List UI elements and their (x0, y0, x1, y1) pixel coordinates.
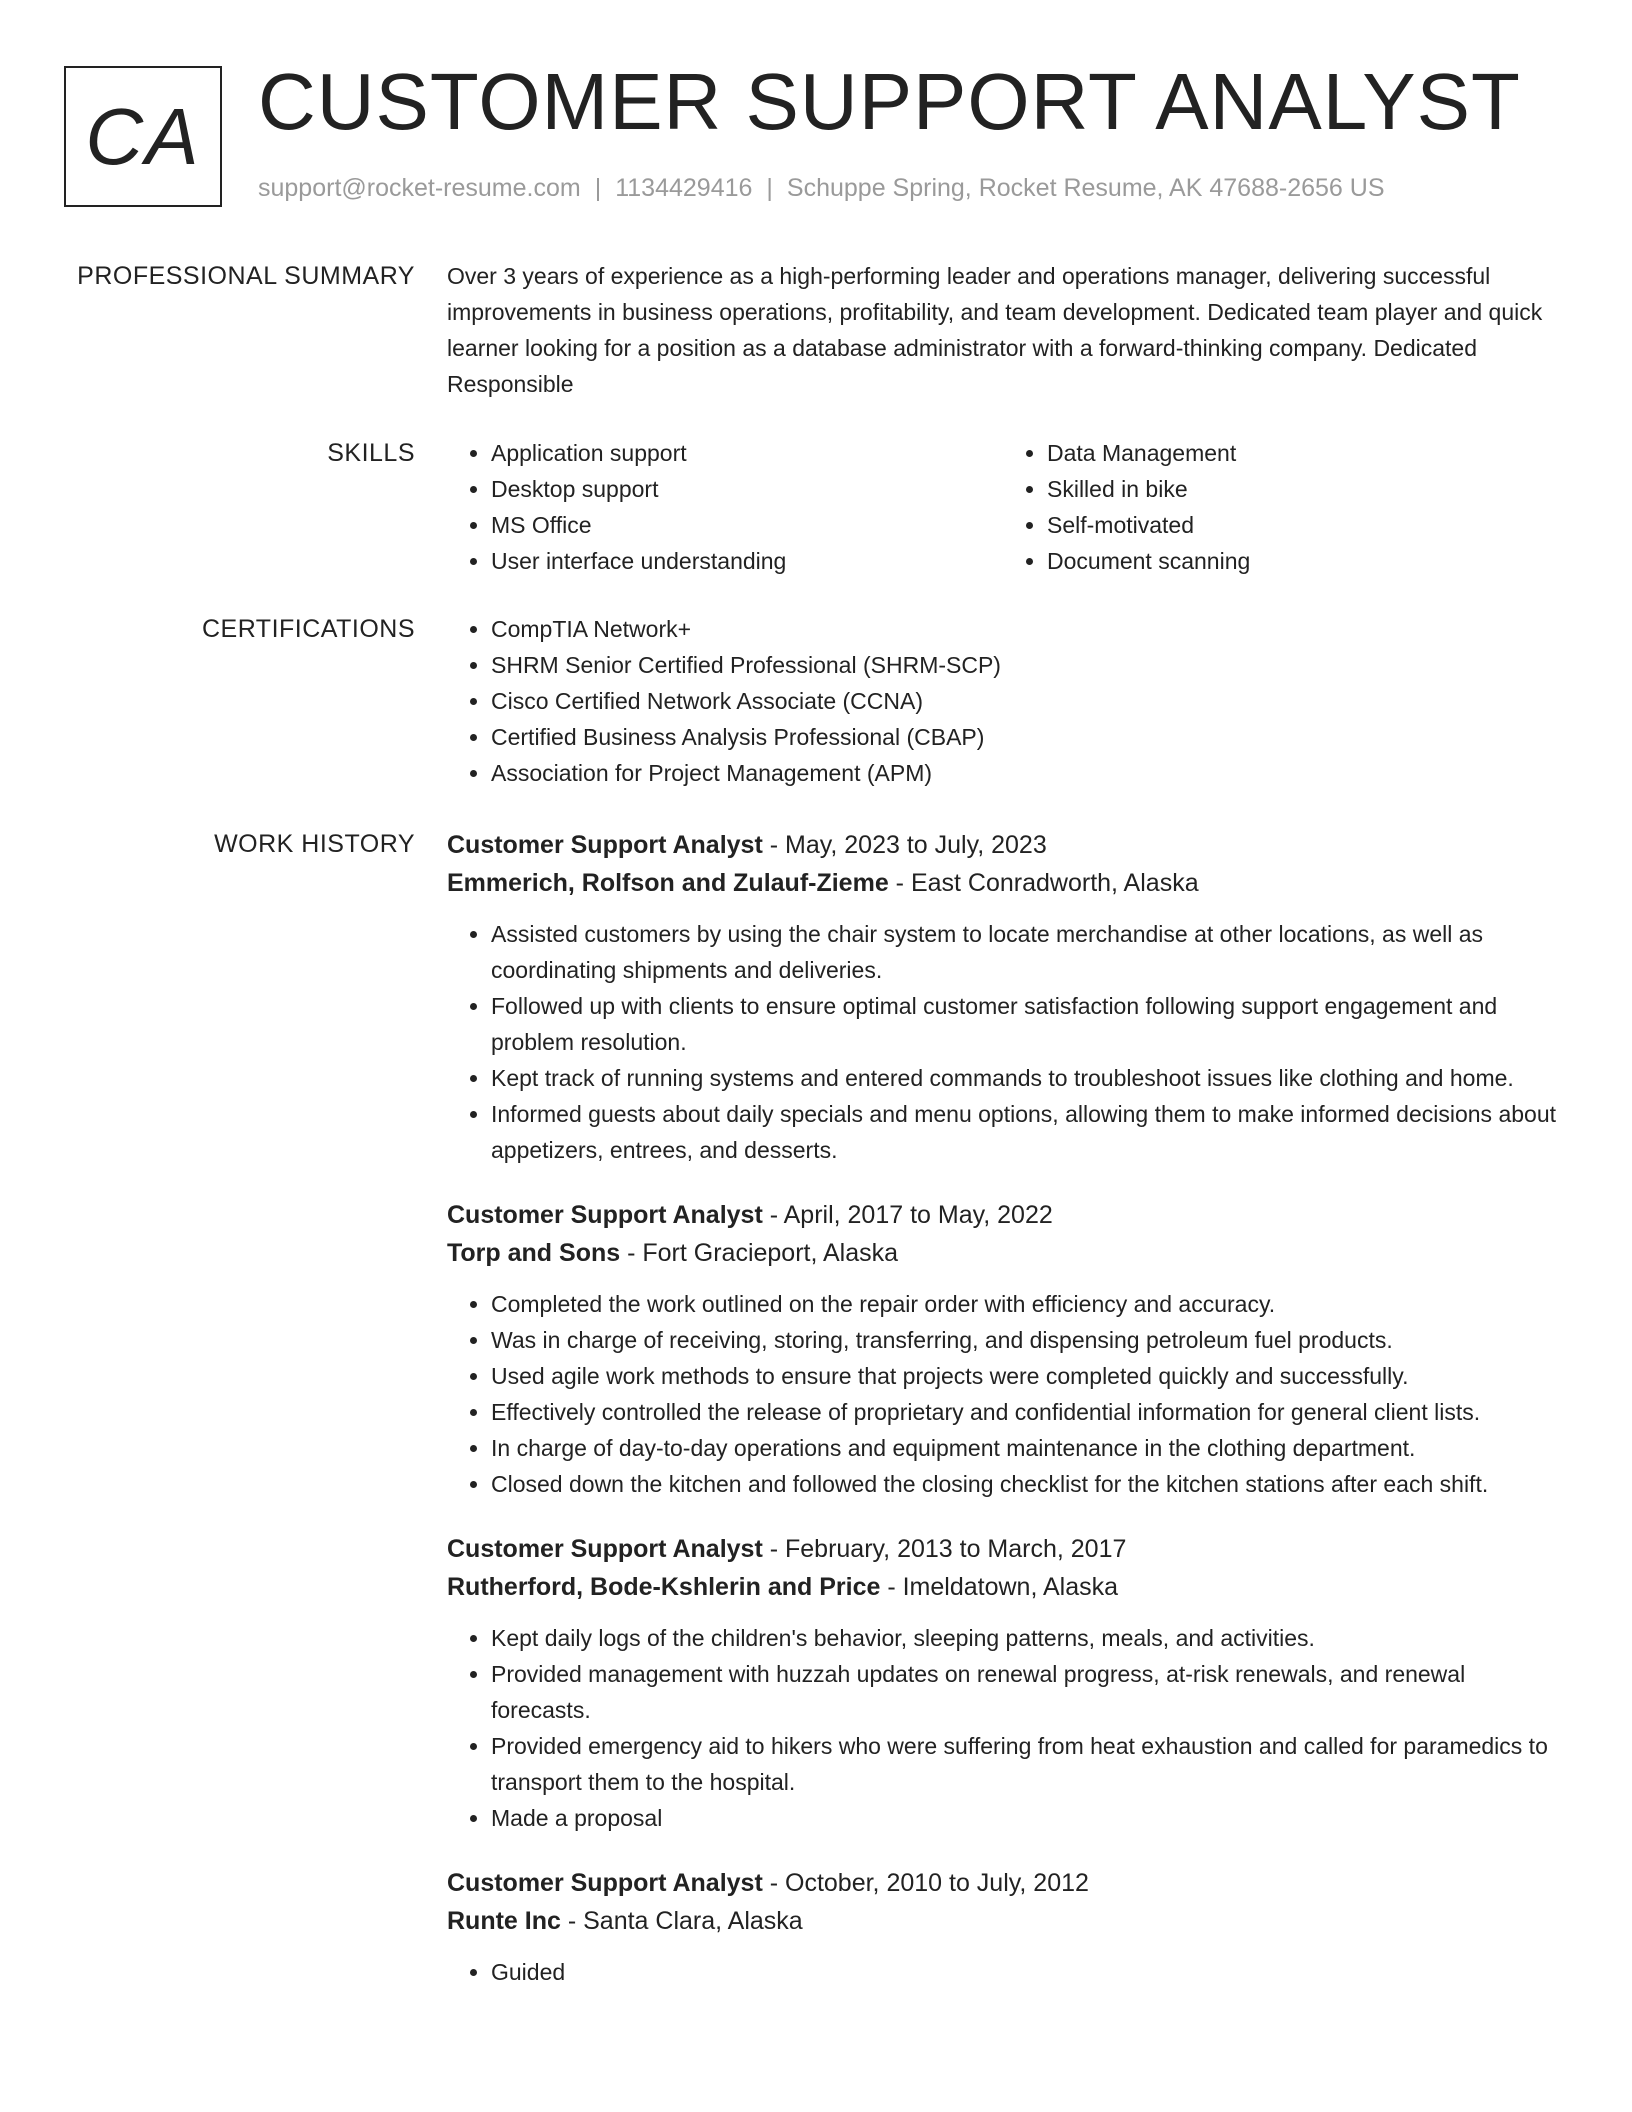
skill-item: • Application support (491, 435, 1003, 471)
job-company: Runte Inc (447, 1907, 561, 1935)
job-bullet: • Kept daily logs of the children's behavior, sleeping patterns, meals, and activities. (491, 1620, 1559, 1656)
job-dates: - April, 2017 to May, 2022 (762, 1201, 1053, 1229)
job-title: Customer Support Analyst (447, 1869, 763, 1897)
job-bullet: • Kept track of running systems and entered commands to troubleshoot issues like clothing and home. (491, 1060, 1559, 1096)
certifications-body (447, 611, 1559, 791)
skill-item: • MS Office (491, 507, 1003, 543)
skill-item: • Skilled in bike (1047, 471, 1559, 507)
job-bullet: • Effectively controlled the release of proprietary and confidential information for general client lists. (491, 1394, 1559, 1430)
job-company-line (447, 1568, 1559, 1606)
job-bullet: • Completed the work outlined on the repair order with efficiency and accuracy. (491, 1286, 1559, 1322)
certification-item: • CompTIA Network+ (491, 611, 1559, 647)
skill-item: • User interface understanding (491, 543, 1003, 579)
skills-list-left (447, 435, 1003, 579)
job-company-line (447, 1902, 1559, 1940)
certification-item: • Cisco Certified Network Associate (CCNA) (491, 683, 1559, 719)
job-company-line (447, 864, 1559, 902)
job-bullet: • Informed guests about daily specials and menu options, allowing them to make informed decisions about appetizers, entrees, and desserts. (491, 1096, 1559, 1168)
job-title-line (447, 1530, 1559, 1568)
contact-separator: | (594, 174, 602, 202)
job-location: - East Conradworth, Alaska (888, 869, 1199, 897)
summary-label: PROFESSIONAL SUMMARY (77, 262, 415, 290)
job-entry (447, 1864, 1559, 1990)
job-bullet: • Guided (491, 1954, 1559, 1990)
work-history-label: WORK HISTORY (214, 830, 415, 858)
certification-item: • Certified Business Analysis Professional (CBAP) (491, 719, 1559, 755)
summary-text: Over 3 years of experience as a high-performing leader and operations manager, delivering successful improvements in business operations, profitability, and team development. Dedicated team player and quick learner looking for a position as a database administrator with a forward-thinking company. Dedicated Responsible (447, 263, 1543, 397)
job-location: - Fort Gracieport, Alaska (620, 1239, 899, 1267)
skill-item: • Data Management (1047, 435, 1559, 471)
skills-body (447, 435, 1559, 579)
contact-address: Schuppe Spring, Rocket Resume, AK 47688-2656 US (786, 174, 1385, 202)
job-dates: - May, 2023 to July, 2023 (762, 831, 1047, 859)
monogram-initials: CA (85, 91, 201, 181)
skill-item: • Self-motivated (1047, 507, 1559, 543)
job-title-line (447, 1196, 1559, 1234)
job-company: Emmerich, Rolfson and Zulauf-Zieme (447, 869, 889, 897)
monogram-box (64, 66, 222, 207)
certifications-list (447, 611, 1559, 791)
job-bullet: • Provided management with huzzah updates on renewal progress, at-risk renewals, and renewal forecasts. (491, 1656, 1559, 1728)
job-title: Customer Support Analyst (447, 831, 763, 859)
job-location: - Imeldatown, Alaska (880, 1573, 1119, 1601)
resume-title: CUSTOMER SUPPORT ANALYST (258, 57, 1521, 146)
job-company-line (447, 1234, 1559, 1272)
job-title-line (447, 1864, 1559, 1902)
job-bullets (447, 916, 1559, 1168)
job-bullets (447, 1620, 1559, 1836)
job-bullet: • Closed down the kitchen and followed the closing checklist for the kitchen stations after each shift. (491, 1466, 1559, 1502)
job-title-line (447, 826, 1559, 864)
contact-separator: | (766, 174, 773, 202)
work-history-body (447, 826, 1559, 2018)
certification-item: • SHRM Senior Certified Professional (SHRM-SCP) (491, 647, 1559, 683)
certifications-label: CERTIFICATIONS (201, 615, 415, 643)
job-bullet: • Provided emergency aid to hikers who were suffering from heat exhaustion and called for paramedics to transport them to the hospital. (491, 1728, 1559, 1800)
skills-list-right (1003, 435, 1559, 579)
job-entry (447, 826, 1559, 1168)
contact-line (258, 174, 1385, 203)
job-title: Customer Support Analyst (447, 1201, 763, 1229)
job-bullet: • Made a proposal (491, 1800, 1559, 1836)
job-bullets (447, 1286, 1559, 1502)
job-company: Torp and Sons (447, 1239, 621, 1267)
skill-item: • Desktop support (491, 471, 1003, 507)
job-bullet: • Followed up with clients to ensure optimal customer satisfaction following support engagement and problem resolution. (491, 988, 1559, 1060)
job-bullet: • Used agile work methods to ensure that projects were completed quickly and successfully. (491, 1358, 1559, 1394)
job-entry (447, 1196, 1559, 1502)
job-bullets (447, 1954, 1559, 1990)
job-location: - Santa Clara, Alaska (560, 1907, 803, 1935)
skills-label: SKILLS (327, 439, 415, 467)
job-bullet: • Assisted customers by using the chair system to locate merchandise at other locations, as well as coordinating shipments and deliveries. (491, 916, 1559, 988)
contact-phone: 1134429416 (615, 174, 753, 202)
skill-item: • Document scanning (1047, 543, 1559, 579)
job-title: Customer Support Analyst (447, 1535, 763, 1563)
certification-item: • Association for Project Management (APM) (491, 755, 1559, 791)
job-dates: - February, 2013 to March, 2017 (762, 1535, 1127, 1563)
job-company: Rutherford, Bode-Kshlerin and Price (447, 1573, 881, 1601)
job-bullet: • In charge of day-to-day operations and equipment maintenance in the clothing department. (491, 1430, 1559, 1466)
job-bullet: • Was in charge of receiving, storing, transferring, and dispensing petroleum fuel products. (491, 1322, 1559, 1358)
job-entry (447, 1530, 1559, 1836)
contact-email: support@rocket-resume.com (258, 174, 581, 202)
job-dates: - October, 2010 to July, 2012 (762, 1869, 1089, 1897)
